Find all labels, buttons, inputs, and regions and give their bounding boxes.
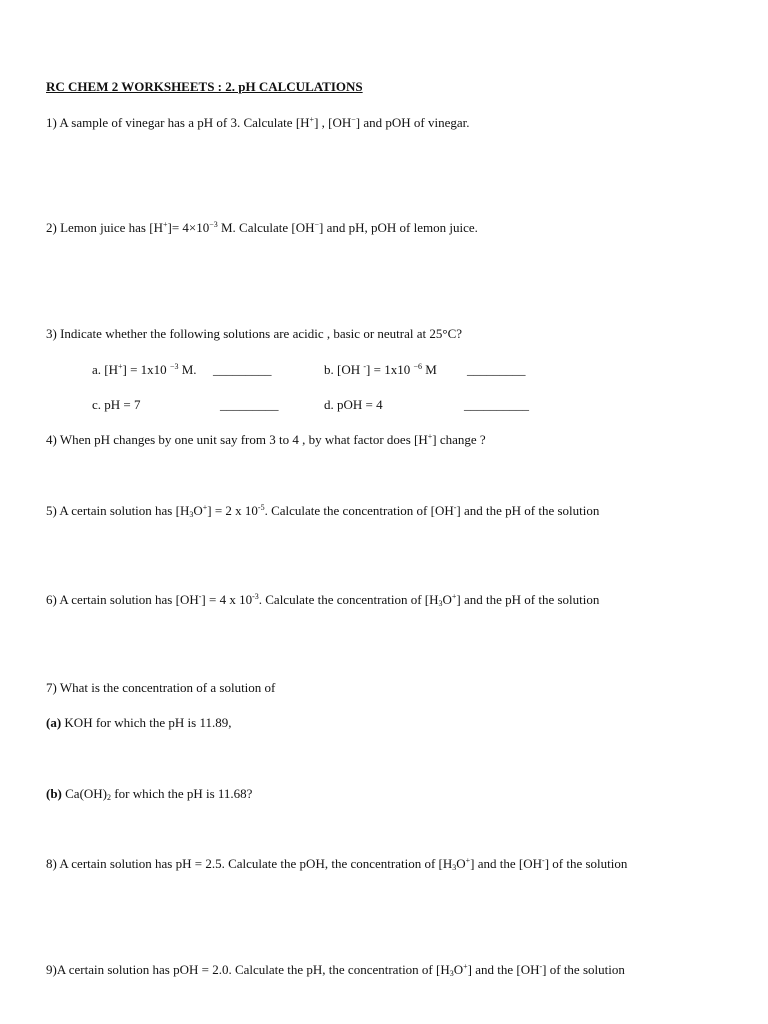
q8-sub-a: 3 xyxy=(452,863,457,872)
q9-text-d: ] of the solution xyxy=(542,962,625,977)
q3-part-d: d. pOH = 4 xyxy=(324,397,383,412)
q2-text-b: ]= 4×10 xyxy=(167,220,210,235)
q5-sup-b: + xyxy=(202,503,208,512)
worksheet-title: RC CHEM 2 WORKSHEETS : 2. pH CALCULATIONS xyxy=(46,79,363,94)
q2-sup-b: −3 xyxy=(209,220,218,229)
question-8 xyxy=(46,856,627,872)
q7a-text: KOH for which the pH is 11.89, xyxy=(61,715,232,730)
q6-sub-c: 3 xyxy=(438,599,443,608)
q3b-sup-2: −6 xyxy=(413,362,422,371)
q7-part-b xyxy=(46,786,252,802)
q5-text-d: . Calculate the concentration of [OH xyxy=(264,503,454,518)
q3a-sup-2: −3 xyxy=(169,362,179,371)
q7b-sub: 2 xyxy=(107,793,112,802)
q1-sup-b: − xyxy=(351,115,356,124)
q3-part-c: c. pH = 7 xyxy=(92,397,141,412)
q7b-label: (b) xyxy=(46,786,62,801)
q7a-label: (a) xyxy=(46,715,62,730)
q8-text-b: O xyxy=(456,856,466,871)
q6-text-c: . Calculate the concentration of [H xyxy=(258,592,439,607)
q2-text-a: 2) Lemon juice has [H xyxy=(46,220,163,235)
q1-sup-a: + xyxy=(309,115,315,124)
question-3: 3) Indicate whether the following solutions are acidic , basic or neutral at 25°C? xyxy=(46,326,463,341)
q3b-text-2: ] = 1x10 xyxy=(366,362,414,377)
question-9 xyxy=(46,962,625,978)
q5-text-c: ] = 2 x 10 xyxy=(207,503,258,518)
q1-text-b: ] , [OH xyxy=(314,115,352,130)
q7b-text-1: Ca(OH) xyxy=(61,786,108,801)
q1-text-c: ] and pOH of vinegar. xyxy=(355,115,470,130)
q4-text-a: 4) When pH changes by one unit say from 3 to 4 , by what factor does [H xyxy=(46,432,428,447)
q7-part-a xyxy=(46,715,231,731)
q6-sup-b: -3 xyxy=(252,592,259,601)
question-2 xyxy=(46,220,478,236)
q3b-answer-blank[interactable]: _________ xyxy=(467,362,526,377)
q9-text-b: O xyxy=(453,962,464,977)
q6-text-d: O xyxy=(442,592,452,607)
q4-text-b: ] change ? xyxy=(432,432,486,447)
q9-text-c: ] and the [OH xyxy=(467,962,540,977)
q9-text-a: 9)A certain solution has pOH = 2.0. Calculate the pH, the concentration of [H xyxy=(46,962,450,977)
q8-text-a: 8) A certain solution has pH = 2.5. Calculate the pOH, the concentration of [H xyxy=(46,856,453,871)
question-6 xyxy=(46,592,599,608)
q3-part-b xyxy=(324,362,437,378)
q6-text-e: ] and the pH of the solution xyxy=(456,592,600,607)
q2-sup-a: + xyxy=(162,220,168,229)
question-5 xyxy=(46,503,599,519)
question-4 xyxy=(46,432,486,448)
q8-text-d: ] of the solution xyxy=(544,856,628,871)
q9-sub-a: 3 xyxy=(449,969,454,978)
question-1 xyxy=(46,115,469,131)
q3c-answer-blank[interactable]: _________ xyxy=(220,397,279,412)
q7b-text-2: for which the pH is 11.68? xyxy=(111,786,253,801)
q5-text-e: ] and the pH of the solution xyxy=(456,503,600,518)
q3a-text-3: M. xyxy=(178,362,197,377)
q3a-sup-1: + xyxy=(118,362,123,371)
q8-sup-b: + xyxy=(465,856,471,865)
q2-text-c: M. Calculate [OH xyxy=(217,220,315,235)
q5-sup-d: - xyxy=(453,503,457,512)
q5-sup-c: -5 xyxy=(257,503,265,512)
q9-sup-c: - xyxy=(539,962,543,971)
q8-sup-c: - xyxy=(542,856,545,865)
q3a-answer-blank[interactable]: _________ xyxy=(213,362,272,377)
question-7: 7) What is the concentration of a solution of xyxy=(46,680,276,695)
q6-sup-a: - xyxy=(198,592,202,601)
q3a-text-1: a. [H xyxy=(92,362,118,377)
q3a-text-2: ] = 1x10 xyxy=(122,362,170,377)
q2-sup-c: − xyxy=(314,220,320,229)
q4-sup-a: + xyxy=(427,432,433,441)
q3b-text-3: M xyxy=(421,362,437,377)
q6-text-b: ] = 4 x 10 xyxy=(201,592,253,607)
q3d-answer-blank[interactable]: __________ xyxy=(464,397,529,412)
q9-sup-b: + xyxy=(463,962,468,971)
q6-sup-d: + xyxy=(451,592,457,601)
q5-text-b: O xyxy=(193,503,203,518)
q5-sub-a: 3 xyxy=(189,510,194,519)
q2-text-d: ] and pH, pOH of lemon juice. xyxy=(319,220,478,235)
q3b-text-1: b. [OH xyxy=(324,362,364,377)
q1-text-a: 1) A sample of vinegar has a pH of 3. Calculate [H xyxy=(46,115,310,130)
q8-text-c: ] and the [OH xyxy=(470,856,543,871)
q5-text-a: 5) A certain solution has [H xyxy=(46,503,190,518)
q6-text-a: 6) A certain solution has [OH xyxy=(46,592,199,607)
q3b-sup-1: - xyxy=(363,362,367,371)
q3-part-a xyxy=(92,362,197,378)
